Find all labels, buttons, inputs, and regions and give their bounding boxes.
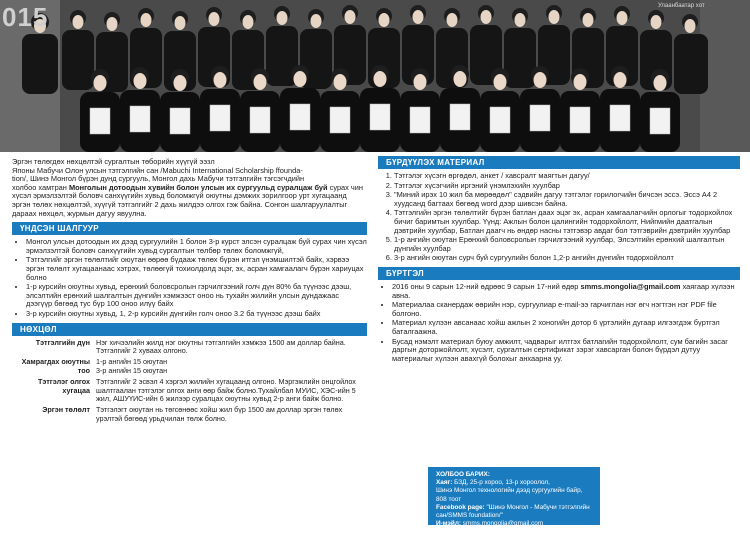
- intro-line1: Эргэн төлөгдөх нөхцөлтэй сургалтын төборийн хүүгүй ээзл: [12, 157, 215, 166]
- registration-date-text: 2016 оны 9 сарын 12-ний өдрөөс 9 сарын 17-ний өдөр: [392, 281, 579, 291]
- conditions-header: НӨХЦӨЛ: [12, 323, 367, 336]
- criteria-item: • 3-р курсийн оюутны хувьд, 1, 2-р курсийн дүнгийн голч оноо 3.2 ба түүнээс дээш байх: [26, 310, 367, 319]
- registration-header: БҮРТГЭЛ: [378, 267, 740, 280]
- condition-label: Тэтгэлэг олгох хугацаа: [38, 377, 90, 395]
- contact-title: [436, 471, 592, 479]
- condition-label: Тэтгэлгийн дүн: [35, 337, 90, 347]
- group-photo-illustration: [0, 0, 750, 152]
- address-line1: БЗД, 25-р хороо, 13-р хороолол,: [454, 479, 550, 487]
- intro-line4: [12, 184, 367, 218]
- email-label: И-мэйл:: [436, 520, 462, 528]
- intro-bold: Монголын дотоодын хувийн болон улсын их сургуульд суралцаж буй: [68, 182, 328, 192]
- materials-item: 3. "Миний ирэх 10 жил ба мөрөөдөл" сэдвийн дагуу тэтгэлэг горилогчийн бичсэн эссэ. Эссэ А4 2 хуудсанд багтаах бөгөөд word дээр шивсэн байна.: [394, 191, 740, 208]
- group-photo: [0, 0, 750, 152]
- intro-line2: Японы Мабучи Олон улсын тэтгэлгийн сан /Mabuchi International Scholarship ffounda-: [12, 165, 303, 175]
- registration-item: [392, 283, 740, 300]
- left-column: [12, 156, 367, 426]
- materials-list: [378, 172, 740, 263]
- facebook-link[interactable]: "Шинэ Монгол - Мабучи тэтгэлгийн сан/SMMS foundation/": [436, 503, 590, 520]
- materials-item: 1. Тэтгэлэг хүсэгн өргөдөл, анкет / хавсралт маягтын дагуу/: [394, 172, 740, 181]
- banner-year: 015: [2, 2, 49, 32]
- registration-item: • Материалаа сканердаж өөрийн нэр, сургуулиар е-mail-ээ гарчиглан нэг өгч нэгтгэн нэг PDF file болгоно.: [392, 301, 740, 318]
- materials-header: БҮРДҮҮЛЭХ МАТЕРИАЛ: [378, 156, 740, 169]
- address-label: Хаяг:: [436, 479, 453, 487]
- contact-title-text: ХОЛБОО БАРИХ:: [436, 471, 490, 478]
- registration-list: [378, 283, 740, 363]
- right-column: [378, 156, 740, 364]
- criteria-header: ҮНДСЭН ШАЛГУУР: [12, 222, 367, 235]
- phone-label: Холбогдох утас:: [436, 528, 488, 536]
- materials-item: 5. 1-р ангийн оюутан Ерөнхий боловсролын гэрчилгээний хуулбар, Элсэлтийн ерөнхий шалгалтын дүнгийн хуулбар: [394, 236, 740, 253]
- intro-paragraph: [12, 158, 367, 218]
- facebook-label: Facebook page:: [436, 503, 485, 511]
- conditions-row: [12, 378, 367, 406]
- conditions-row: [12, 339, 367, 359]
- registration-post-text: хаягаар хүлээн авна.: [392, 281, 735, 300]
- criteria-list: [12, 238, 367, 318]
- condition-text: Нэг хичээлийн жилд нэг оюутны тэтгэлгийн хэмжээ 1500 ам доллар байна. Тэтгэлгийг 2 хуваах олгоно.: [96, 337, 346, 355]
- registration-item: • Бусад нэмэлт материал буюу амжилт, чадварыг илтгэх батлагийн тодорхойлолт, сум багийн засаг даргын доторжойлолт, хүсэлт, сургалтын сертификат зэрэг хавсарган болон бүрдэл дутуу материалыг хүлээн авахгүй болохыг анхаарна уу.: [392, 338, 740, 364]
- conditions-row: [12, 406, 367, 426]
- conditions-row: [12, 358, 367, 378]
- registration-email-link[interactable]: smms.mongolia@gmail.com: [580, 281, 681, 291]
- criteria-item: • Тэтгэлгийг эргэн төлөлтийг оюутан өөрөө бүдааж төлөх бүрэн итгэл үнэмшилтэй байх, хэрвээ эргэн төлөлт хугацаанаас хэтрэх, төлөөгүй тохиолдолд эцэг, эх, асран хамгаалагч бүрэн хариуцах болно: [26, 256, 367, 282]
- intro-rest: сурах чин хүсэл эрмэлзэлтэй боловч санхүүгийн хувьд боломжгүй оюутны дэмжих зорилгоор урт хугацаанд эргэн төлөх нөхцөлтэй, хүүгүй тэтгэлгийг 2 дахь жилдээ олгох гэж байна. Сонгон шалгаруулалтыг дараах нөхцөл, журмын дагуу явуулна.: [12, 182, 363, 218]
- registration-item: • Материал хүлээн авсанаас хойш ажлын 2 хоногийн дотор 6 үртэлийн дугаар илгээгдэж бүртгэл баталгаажна.: [392, 319, 740, 336]
- conditions-table: [12, 339, 367, 427]
- condition-label: Хамрагдах оюутны тоо: [21, 357, 90, 375]
- condition-label: Эргэн төлөлт: [42, 405, 90, 415]
- phone-value: 8801 1191, 9971 5214: [489, 528, 553, 536]
- condition-text: Тэтгэлэгт оюутан нь төгсөнөөс хойш жил бүр 1500 ам доллар эргэн төлөх урэлтэй бөгөөд урьдчилан төлж болно.: [96, 405, 343, 423]
- address-line2: Шинэ Монгол технологийн дээд сургуулийн байр, 808 тоот: [436, 487, 583, 503]
- contact-phone: [436, 528, 592, 536]
- materials-item: 6. 3-р ангийн оюутан сурч буй сургуулийн болон 1,2-р ангийн дүнгийн тодорхойлолт: [394, 254, 740, 263]
- contact-box: [428, 467, 600, 536]
- criteria-item: • Монгол улсын дотоодын их дээд сургуулийн 1 болон 3-р курст элсэн суралцаж буй сурах чин хүсэл эрмэлзэлтэй боловч санхүүгийн хувьд сургалтын төлбөр төлөх боломжгүй,: [26, 238, 367, 255]
- materials-item: 2. Тэтгэлэг хүсэгчийн иргэний үнэмлэхийн хуулбар: [394, 182, 740, 191]
- venue-sign: Улаанбаатар хот: [658, 3, 705, 9]
- condition-text: 1-р ангийн 15 оюутан 3-р ангийн 15 оюутан: [96, 357, 168, 375]
- materials-item: 4. Тэтгэлгийн эргэн төлөлтийг бүрэн батлан даах эцэг эх, асран хамгаалагчийн орлогыг тодорхойлох бичиг баримтын хуулбар. Үүнд: Ажлын болон цалингийн тодорхойлолт, Нийгмийн даатгалын дэвтрийн хуулбар, Батлан даагч нь өндөр насны тэтгэвэр авдаг бол тэтгэврийн дэвтрийн хуулбар: [394, 209, 740, 235]
- email-link[interactable]: smms.mongolia@gmail.com: [462, 520, 544, 528]
- contact-facebook: [436, 504, 592, 520]
- intro-line4-text: холбоо хамтран: [12, 182, 67, 192]
- condition-text: Тэтгэлгийг 2 эсвэл 4 хэргэл жилийн хугацаанд олгоно. Мэргэжлийн онцгойлох шалтгаалан тэтгэлэг олгох анги өөр байж болно.Тухайлбал МУИС, ХЭС-ийн 5 жил, АШУҮИС-ийн 6 жилээр суралцах оюутны хувьд 2-р анги байж болно.: [96, 377, 356, 403]
- intro-line3: tion/, Шинэ Монгол бүрэн дунд сургууль, Монгол дахь Мабучи тэтгэлгийн тэгсэгчдийн: [12, 174, 305, 184]
- criteria-item: • 1-р курсийн оюутны хувьд, ерөнхий боловсролын гэрчилгээний голч дүн 80% ба түүнээс дээш, элсэлтийн ерөнхий шалгалтын дүнгийн хэмжээст оноо нь тухайн жилийн улсын дундажаас дээгүүр бөгөөд тус бүр 100 оноо илүү байх: [26, 283, 367, 309]
